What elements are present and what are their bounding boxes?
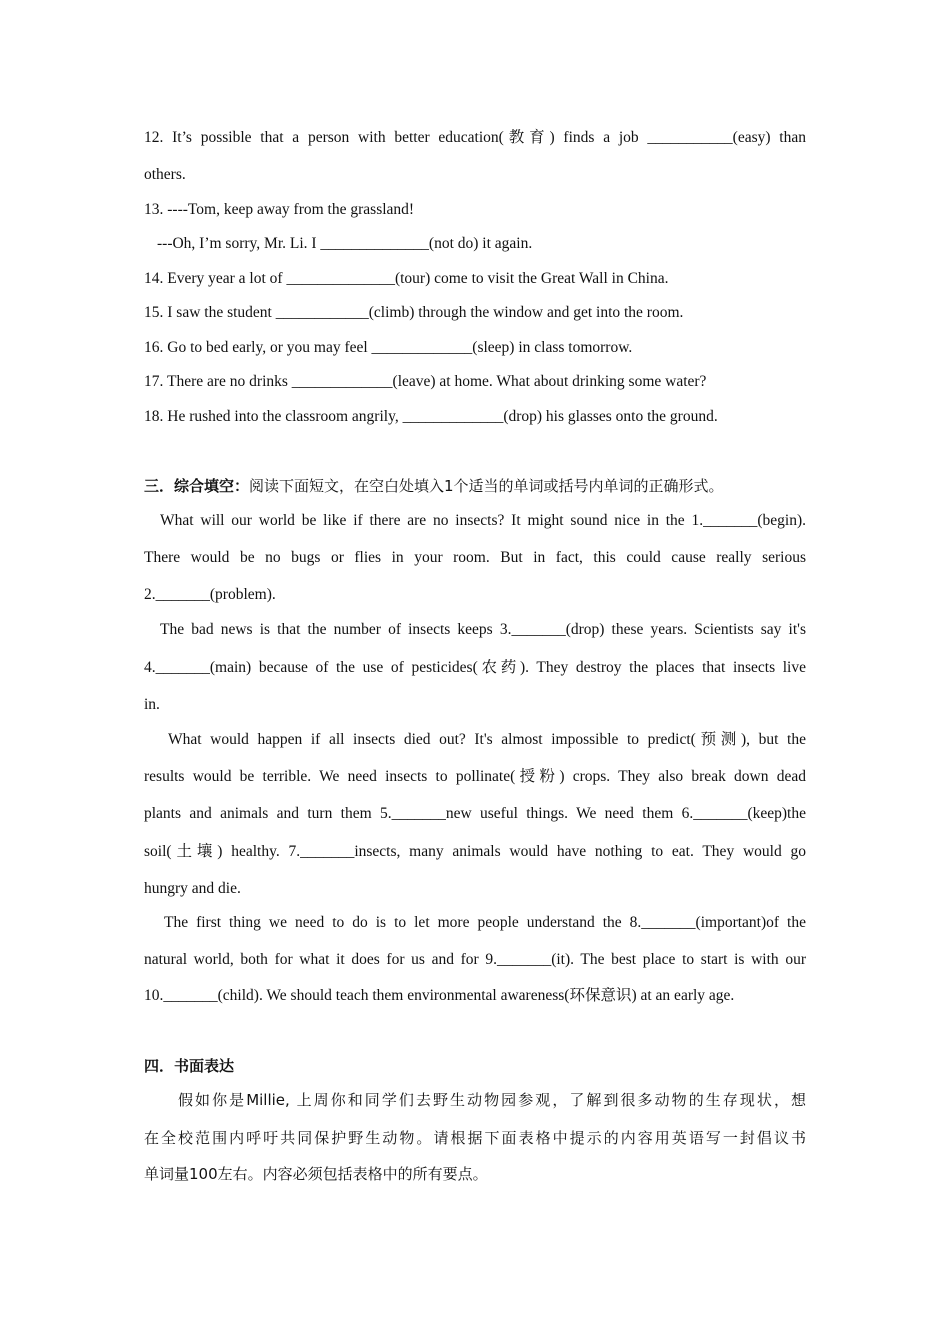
passage-line: results would be terrible. We need insects to pollinate(授粉) crops. They also break down dead xyxy=(144,768,806,785)
passage-line: 4._______(main) because of the use of pesticides(农药). They destroy the places that insects live xyxy=(144,659,806,676)
question-14: 14. Every year a lot of ______________(tour) come to visit the Great Wall in China. xyxy=(144,270,669,287)
section-3-title: 三．综合填空： xyxy=(144,477,250,495)
question-18: 18. He rushed into the classroom angrily, _____________(drop) his glasses onto the ground. xyxy=(144,408,718,425)
passage-line: The bad news is that the number of insects keeps 3._______(drop) these years. Scientists say it's xyxy=(160,621,806,638)
writing-prompt-line: 假如你是Millie, 上周你和同学们去野生动物园参观，了解到很多动物的生存现状，想 xyxy=(178,1091,806,1109)
question-16: 16. Go to bed early, or you may feel _____________(sleep) in class tomorrow. xyxy=(144,339,633,356)
question-17: 17. There are no drinks _____________(leave) at home. What about drinking some water? xyxy=(144,373,707,390)
passage-line: hungry and die. xyxy=(144,880,241,897)
section-4-title: 四．书面表达 xyxy=(144,1057,235,1075)
passage-line: 10._______(child). We should teach them environmental awareness(环保意识) at an early age. xyxy=(144,987,735,1004)
question-12-line-1: 12. It’s possible that a person with better education(教育) finds a job ___________(easy) than xyxy=(144,129,806,146)
writing-prompt-line: 在全校范围内呼吁共同保护野生动物。请根据下面表格中提示的内容用英语写一封倡议书 xyxy=(144,1129,806,1147)
passage-line: in. xyxy=(144,696,160,713)
passage-line: plants and animals and turn them 5._______new useful things. We need them 6._______(keep)the xyxy=(144,805,806,822)
question-13-line-2: ---Oh, I’m sorry, Mr. Li. I ______________(not do) it again. xyxy=(157,235,533,252)
question-15: 15. I saw the student ____________(climb) through the window and get into the room. xyxy=(144,304,684,321)
question-13-line-1: 13. ----Tom, keep away from the grassland! xyxy=(144,201,415,218)
passage-line: What would happen if all insects died out? It's almost impossible to predict(预测), but the xyxy=(168,731,806,748)
passage-line: What will our world be like if there are no insects? It might sound nice in the 1._______(begin). xyxy=(160,512,806,529)
section-3-instruction: 阅读下面短文，在空白处填入1个适当的单词或括号内单词的正确形式。 xyxy=(249,477,724,495)
section-3-heading xyxy=(144,476,806,497)
passage-line: The first thing we need to do is to let more people understand the 8._______(important)of the xyxy=(164,914,806,931)
question-12-line-2: others. xyxy=(144,166,186,183)
passage-line: There would be no bugs or flies in your room. But in fact, this could cause really serious xyxy=(144,549,806,566)
passage-line: natural world, both for what it does for us and for 9._______(it). The best place to start is with our xyxy=(144,951,806,968)
writing-prompt-line: 单词量100左右。内容必须包括表格中的所有要点。 xyxy=(144,1165,488,1183)
passage-line: 2._______(problem). xyxy=(144,586,276,603)
passage-line: soil(土壤) healthy. 7._______insects, many animals would have nothing to eat. They would go xyxy=(144,843,806,860)
